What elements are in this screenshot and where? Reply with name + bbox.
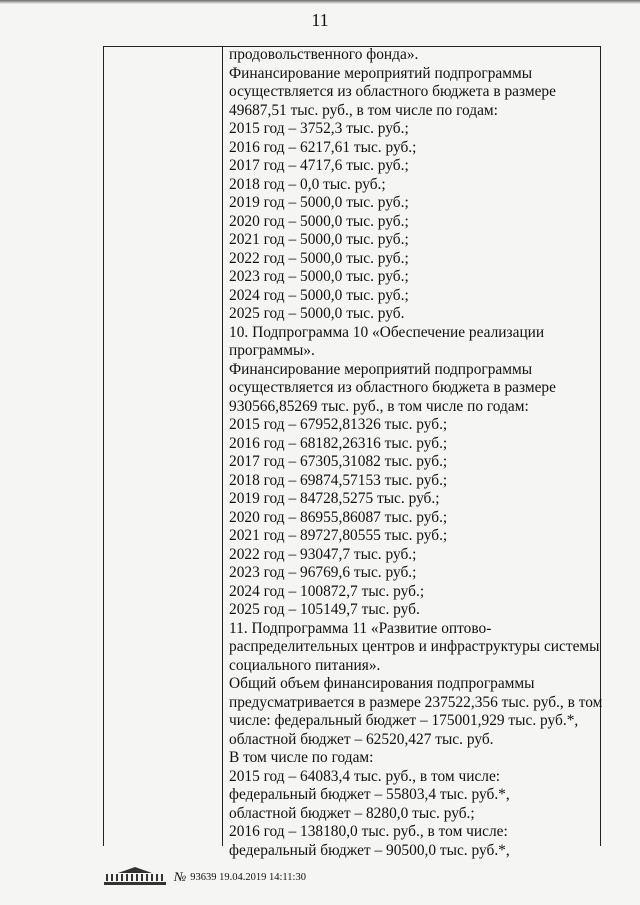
text-line: 2019 год – 5000,0 тыс. руб.;	[229, 194, 409, 211]
text-line: 2018 год – 69874,57153 тыс. руб.;	[229, 471, 448, 489]
text-line: Общий объем финансирования подпрограммы	[229, 675, 535, 692]
document-registration-stamp: 93639 19.04.2019 14:11:30	[190, 871, 306, 883]
text-line: продовольственного фонда».	[229, 46, 419, 63]
text-line: 10. Подпрограмма 10 «Обеспечение реализации	[229, 323, 545, 341]
text-line: числе: федеральный бюджет – 175001,929 тыс. руб.*,	[229, 712, 579, 729]
scan-edge	[0, 0, 640, 4]
text-line: 2021 год – 89727,80555 тыс. руб.;	[229, 527, 448, 544]
text-line: программы».	[229, 342, 315, 359]
column-divider	[222, 46, 223, 846]
text-line: 2015 год – 67952,81326 тыс. руб.;	[229, 416, 448, 433]
text-line: 2020 год – 5000,0 тыс. руб.;	[229, 212, 409, 230]
text-line: 49687,51 тыс. руб., в том числе по годам:	[229, 101, 498, 119]
building-logo-icon	[104, 867, 166, 887]
text-line: 2023 год – 96769,6 тыс. руб.;	[229, 564, 417, 581]
number-sign: №	[174, 869, 187, 884]
text-line: областной бюджет – 62520,427 тыс. руб.	[229, 730, 494, 748]
table-right-cell	[229, 46, 603, 860]
text-line: 2021 год – 5000,0 тыс. руб.;	[229, 231, 409, 248]
text-line: 2020 год – 86955,86087 тыс. руб.;	[229, 508, 448, 526]
text-line: В том числе по годам:	[229, 749, 374, 766]
text-line: предусматривается в размере 237522,356 тыс. руб., в том	[229, 693, 603, 711]
text-line: 2024 год – 100872,7 тыс. руб.;	[229, 582, 425, 600]
text-line: 2022 год – 93047,7 тыс. руб.;	[229, 545, 417, 563]
text-line: Финансирование мероприятий подпрограммы	[229, 64, 533, 82]
text-line: 2015 год – 64083,4 тыс. руб., в том числе:	[229, 767, 501, 785]
text-line: 2018 год – 0,0 тыс. руб.;	[229, 175, 386, 193]
text-line: федеральный бюджет – 55803,4 тыс. руб.*,	[229, 786, 510, 803]
text-line: 2022 год – 5000,0 тыс. руб.;	[229, 249, 409, 267]
text-line: 2015 год – 3752,3 тыс. руб.;	[229, 120, 409, 137]
text-line: осуществляется из областного бюджета в размере	[229, 379, 556, 396]
text-line: 930566,85269 тыс. руб., в том числе по годам:	[229, 397, 529, 415]
text-line: 2023 год – 5000,0 тыс. руб.;	[229, 268, 409, 285]
text-line: 2017 год – 4717,6 тыс. руб.;	[229, 157, 409, 174]
text-line: 11. Подпрограмма 11 «Развитие оптово-	[229, 619, 492, 637]
text-line: осуществляется из областного бюджета в размере	[229, 83, 556, 100]
text-line: федеральный бюджет – 90500,0 тыс. руб.*,	[229, 841, 510, 859]
text-line: 2016 год – 138180,0 тыс. руб., в том числе:	[229, 823, 508, 840]
text-line: распределительных центров и инфраструктуры системы	[229, 638, 600, 655]
footer-stamp	[104, 866, 306, 888]
page-number: 11	[311, 10, 329, 30]
text-line: 2024 год – 5000,0 тыс. руб.;	[229, 286, 409, 304]
text-line: 2019 год – 84728,5275 тыс. руб.;	[229, 490, 440, 507]
text-line: 2025 год – 5000,0 тыс. руб.	[229, 305, 405, 322]
text-line: социального питания».	[229, 656, 381, 674]
text-line: 2017 год – 67305,31082 тыс. руб.;	[229, 453, 448, 470]
text-line: областной бюджет – 8280,0 тыс. руб.;	[229, 804, 475, 822]
text-line: Финансирование мероприятий подпрограммы	[229, 360, 533, 378]
text-line: 2025 год – 105149,7 тыс. руб.	[229, 601, 420, 618]
text-line: 2016 год – 6217,61 тыс. руб.;	[229, 138, 417, 156]
text-line: 2016 год – 68182,26316 тыс. руб.;	[229, 434, 448, 452]
